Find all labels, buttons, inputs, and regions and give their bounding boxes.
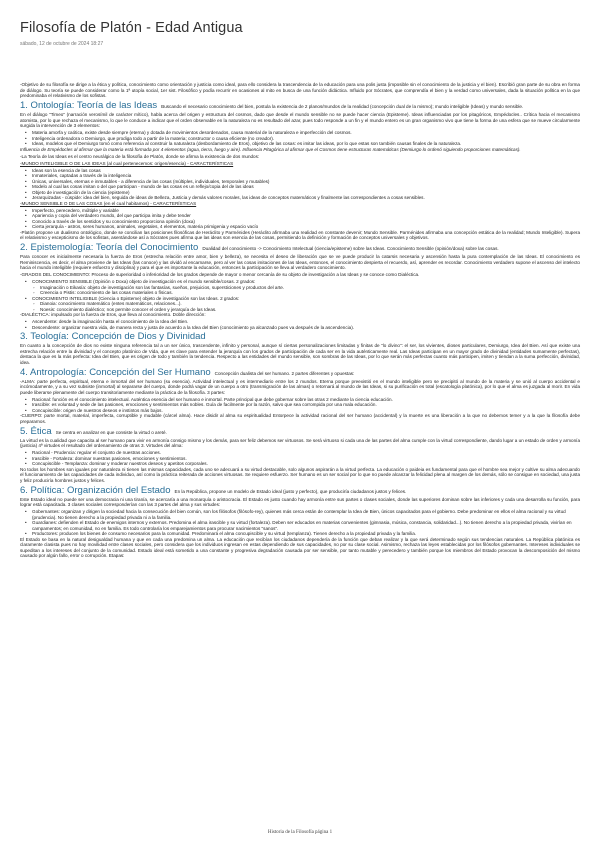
- grados-sublist: [20, 285, 580, 296]
- list-item: • Racional: función es el conocimiento intelectual. Auténtica esencia del ser humano e inmortal. Parte principal que debe gobernar sobre las otras 2 mediante la ciencia educación.: [20, 397, 580, 403]
- list-item: • Inteligencia ordenadora o Demiurgo, que prodiga todo a partir de la materia; constructor o causa eficiente (no creador).: [20, 136, 580, 142]
- dialectica-heading: -DIALÉCTICA: impulsado por la fuerza de Eros, que lleva al conocimiento. Doble dirección:: [20, 312, 206, 317]
- intro-paragraph: -Objetivo de su filosofía se dirige a la ética y política, conocimiento como orientación y justicia como ideal, para ello considera la trascendencia de la educación para una polis justa (imposible sin el conocimiento de la justicia y el bien). Escribió gran parte de su obra en forma de diálogo. Su teoría se puede considerar como la 1ª utopía social, 1er sist. Filosófico y podía recurrir en ocasiones al mito en busca de una función didáctica. Influido por Sócrates, que comprendía el bien y la verdad como universales, dada la situación política en la que predominaba el relativismo de los sofistas.: [20, 82, 580, 98]
- list-item: • Gobernantes: organizan y dirigen la sociedad hacia la consecución del bien común, son los filósofos (filósofo-rey), quienes más cerca están de contemplar la Idea de Bien, únicos capacitados para el gobierno. Debe predominar en ellos el alma racional y su virtud (prudencia). No tienen derecho a la propiedad privada ni a la familia.: [20, 509, 580, 520]
- section-6-lead: En la República, propone un modelo de Estado ideal (justo y perfecto), que produciría ciudadanos justos y felices.: [174, 488, 407, 494]
- page-header: [20, 20, 580, 47]
- section-2-title: 2. Epistemología: Teoría del Conocimiento: [20, 242, 199, 253]
- section-1-two-worlds-intro: -La Teoría de las Ideas es el centro neurálgico de la filosofía de Platón, donde se afirma la existencia de dos mundos:: [20, 153, 260, 159]
- list-item: • Apariencia y copia del verdadero mundo, del que participa imita y debe tender: [20, 213, 580, 219]
- page-title: Filosofía de Platón - Edad Antigua: [20, 20, 243, 36]
- list-item: • Únicas, universales, eternas e inmutables - a diferencia de las cosas (múltiples, individuales, temporales y mutables): [20, 179, 580, 185]
- list-item: • CONOCIMIENTO SENSIBLE (Opinión o Doxa) objeto de investigación es el mundo sensible/cosas. 2 grados:: [20, 279, 580, 285]
- list-item: • Objeto de investigación de la ciencia (episteme): [20, 190, 580, 196]
- list-item: • Ideas son la esencia de las cosas: [20, 168, 580, 174]
- section-3-heading: [20, 331, 580, 342]
- section-6-title: 6. Política: Organización del Estado: [20, 484, 171, 496]
- section-6-paragraph: Este Estado ideal no puede ser una democracia ni una tiranía, se acercaría a una monarquía o aristocracia. El Estado es justo cuando hay armonía entre sus partes o clases sociales, donde las superiores dominan sobre las inferiores y cada una desarrolla su función, para lograr está capacitada. 3 clases sociales corresponderían con las 3 partes del alma y sus virtudes:: [20, 496, 580, 507]
- section-1-influence-note: Influencia de Empédocles al afirmar que la materia está formada por 4 elementos (agua, tierra, fuego y aire). Influencia Pitagórica al afirmar que el Cosmos tiene estructuras matemáticas (Demiurgo lo ordenó siguiendo proporciones matemáticas).: [20, 146, 521, 152]
- alma-paragraph: -ALMA: parte perfecta, espiritual, eterna e inmortal del ser humano (su esencia). Actividad intelectual y es intermediario entre los 2 mundos. Eterna porque preexistió en el mundo inteligible pero se precipitó al mundo de la materia y se unió al cuerpo accidental e incómodamente, y a su vez subsiste (inmortal) al separarse del cuerpo, donde podrá vagar de un cuerpo a otro (transmigración de las almas) o retornará al mundo de las Ideas, si su purificación es total (escatología platónica), por lo que el alma es juzgada al morir. En vida puede liberarse plenamente del cuerpo transitoriamente mediante la práctica de la filosofía. 3 partes:: [20, 378, 580, 395]
- section-1-heading: [20, 100, 580, 111]
- list-item: • Ascendente: desde la imaginación hasta el conocimiento de la Idea del Bien.: [20, 319, 580, 325]
- list-item: • Conocido a través de los sentidos y su conocimiento proporciona opinión (doxa): [20, 219, 580, 225]
- section-2-lead: Dualidad del conocimiento -> Conocimiento Intelectual (ciencia/episteme) sobre las Ideas. Conocimiento Sensible (opinión/doxa) sobre las cosas.: [202, 246, 499, 251]
- section-1-elements-list: [20, 130, 580, 147]
- mundo-inteligible-heading: -MUNDO INTELIGIBLE O DE LAS IDEAS (al cual pertenecemos: origen/esencia) - CARACTERÍSTICAS: [20, 160, 234, 166]
- list-item: • Materia amorfa y caótica, existe desde siempre (eterna) y dotada de movimientos desordenados, causa material de la naturaleza e imperfección del cosmos.: [20, 130, 580, 136]
- section-6-heading: [20, 485, 580, 496]
- list-item: • Irascible - Fortaleza: dominar nuestras pasiones, emociones y sentimientos.: [20, 456, 580, 462]
- section-4-heading: [20, 367, 580, 378]
- section-1-lead: Buscando el necesario conocimiento del bien, postula la existencia de 2 planos/mundos de la realidad (concepción dual de la mismo); mundo inteligible (Ideas) y mundo sensible.: [161, 104, 524, 109]
- list-item: • Cierta jerarquía - astros, seres humanos, animales, vegetales, 4 elementos, materia primigenia y espacio vacío: [20, 224, 580, 230]
- list-item: ◦ Creencia o Pistis: conocimiento de las cosas materiales o físicas.: [20, 290, 580, 296]
- section-5-title: 5. Ética: [20, 425, 52, 437]
- list-item: ◦ Dianoia: conocimiento matemático (entes matemáticos, relaciones...).: [20, 301, 580, 307]
- dualismo-paragraph: -Platón propone un dualismo ontológico, donde se concilian las posiciones filosóficas de Heráclito y Parménides (Heráclito afirmaba una realidad en constante devenir; Mundo Sensible. Parménides afirmaba una concepción estática de la realidad; Mundo Inteligible). Supera el relativismo y escepticismo de los sofistas, asentándose así a Sócrates pues afirma que las ideas son esencia de las cosas, permitiendo la definición y formación de conceptos universales y objetivos.: [20, 229, 580, 240]
- list-item: • Descendente: organizar nuestra vida, de manera recta y justa de acuerdo a la Idea del Bien (conocimiento ya alcanzado pues va después de la ascendencia).: [20, 325, 580, 331]
- list-item: • Concupiscible: origen de nuestros deseos e instintos más bajos.: [20, 408, 580, 414]
- section-1-paragraph: En el diálogo "Timeo" (narración verosímil de carácter mítico), habla acerca del origen y estructura del cosmos, dado que desde el mundo sensible no se puede hacer ciencia (Episteme). Ideas influenciadas por los pitagóricos, Empédocles.. Crítica hacia el mecanismo atomista, por lo que rechaza el mecanismo, lo que le conduce a indicar que el orden observable en la naturaleza no es resultado del azar, pues todo responde a un fin y el mundo entero es un gran organismo vivo que tiene la forma de una esfera que se mueve circularmente surgida la intervención de 3 elementos:: [20, 112, 580, 128]
- grados-heading: -GRADOS DEL CONOCIMIENTO: Proceso de superioridad o inferioridad de los grados depende de mayor o menor cercanía de su objeto de investigación a las Ideas y se conoce como Dialéctica.: [20, 272, 420, 277]
- list-item: ◦ Imaginación o Eikasía: objeto de investigación son las fantasías, sueños, prejuicios, supersticiones y productos del arte.: [20, 285, 580, 291]
- section-6-paragraph-2: El Estado se basa en la natural desigualdad humana y que en cada una predomina un alma. La educación que recibían los ciudadanos dependería de la función que deban realizar y la que será determinado según sus tendencias naturales. La República platónica es claramente clasista pues no hay movilidad entre clases sociales, pero considera que los individuos ingresan en estas dependiendo de sus capacidades, no por su clase social. Asimismo, rechaza las leyes establecidas por los filósofos gobernantes. Intereses individuales se supeditan a los intereses del conjunto de la comunidad. Estado ideal está sometido a una constante y progresiva degradación causada por ser sensible, por tanto mutable y perecedero y también porque los miembros del Estado provocan la descomposición del mismo causado por algún fallo, error o corrupción. Etapas:: [20, 536, 580, 558]
- alma-parts-list: [20, 397, 580, 414]
- list-item: • Modelo al cual las cosas imitan o del que participan - mundo de las cosas es un reflejo/copia del de las ideas: [20, 184, 580, 190]
- section-4-lead: Concepción dualista del ser humano. 2 partes diferentes y opuestas:: [214, 370, 355, 376]
- section-2-paragraph: Para conocer es inicialmente necesaria la fuerza de Eros (estrecha relación entre amor, bien y belleza), se necesita el deseo de liberación que se ve puede producir la catarsis necesaria y ascensión hasta la pura contemplación de las Ideas. El conocimiento es Reminiscencia, es decir, el alma proviene de las Ideas (las conoce) y las olvidó al encarnarse, pero al ver las cosas imitaciones de las Ideas, entonces, el conocimiento despierta el recuerdo, así, aprender es recordar. Conocimiento verdadero supone el ascenso del intelecto hacia el mundo inteligible (requiere esfuerzo y disciplina) y para el que es importante la educación, entonces la participación se lleva al verdadero conocimiento.: [20, 254, 580, 270]
- page-date: sábado, 12 de octubre de 2024 18:27: [20, 41, 104, 47]
- list-item: ◦ Noesis: conocimiento dialéctico; nos permite conocer el orden y jerarquía de las Ideas.: [20, 307, 580, 313]
- list-item: • CONOCIMIENTO INTELIGIBLE (Ciencia o Episteme) objeto de investigación son las Ideas. 2 grados:: [20, 296, 580, 302]
- list-item: • Productores: producen los bienes de consumo necesarios para la comunidad. Predominará el alma concupiscible y su virtud (templanza). Tienen derecho a la propiedad privada y la familia.: [20, 531, 580, 537]
- list-item: • Racional - Prudencia: regular el conjunto de nuestras acciones.: [20, 450, 580, 456]
- section-5-heading: [20, 426, 580, 437]
- section-5-paragraph-2: No todos los hombres son iguales por naturaleza ni tienen las mismas capacidades, cada uno se adecuará a su virtud destacable, solo algunos aspirarán a la virtud perfecta. La educación o paideia es fundamental para que el hombre sea mejor y cultive su alma adecuando el funcionamiento de las capacidades de cada individuo, así como la práctica reiterada de acciones virtuosas. Se requiere esfuerzo. Ser humano es un ser social por lo que no puede alcanzar la felicidad plena al margen de los demás, sólo se consigue en sociedad, una justa y feliz produciría hombres justos y felices.: [20, 466, 580, 483]
- section-2-heading: [20, 242, 580, 253]
- cuerpo-paragraph: -CUERPO: parte mortal, material, imperfecta, corruptible y mudable (cárcel alma). Hace disidir al alma su espiritualidad Entorpece la actividad racional del ser humano (accidental) y la muerte es una liberación a la que no debemos temer y a la que la filosofía debe prepararnos.: [20, 413, 580, 424]
- section-5-paragraph: La virtud es la cualidad que capacita al ser humano para vivir en armonía consigo mismo y los demás, para ser feliz debemos ser virtuosos. Se será virtuoso si cada una de las partes del alma cumple con la virtud correspondiente, dando lugar a un estado de orden y armonía (justicia) 4ª virtudes el resultado del ordenamiento de otras 3. Virtudes del alma:: [20, 437, 580, 448]
- section-4-title: 4. Antropología: Concepción del Ser Humano: [20, 366, 211, 378]
- dialectica-list: [20, 319, 580, 330]
- clases-sociales-list: [20, 509, 580, 537]
- list-item: • Guardianes: defienden el Estado de enemigos internos y externos. Predomina el alma irascible y su virtud (fortaleza). Deben ser educados en materias convenientes (gimnasia, música, constancia, solidaridad...). No tienen derecho a la propiedad privada, vivirían en campamentos; en comunidad, no en familia. Es todo controlaría los emparejamientos para procurar nacimientos "sanos".: [20, 520, 580, 531]
- list-item: • Ideas, modelos que el Demiurgo tomó como referencia al construir la naturaleza (desbordamiento de Eros), objetivo de las cosas: es imitar las ideas, por lo que estas son también causas finales de la naturaleza.: [20, 141, 580, 147]
- list-item: • Inmateriales, captadas a través de la inteligencia: [20, 173, 580, 179]
- mundo-inteligible-list: [20, 168, 580, 201]
- section-5-lead: Se centra en analizar en que consiste la virtud o areté.: [55, 429, 167, 435]
- list-item: • Imperfecto, perecedero, múltiple y variable: [20, 208, 580, 214]
- section-3-paragraph: En cuanto a la concepción de dios no existe ninguna referencia tal a un ser único, trascendente, infinito y personal, aunque sí ciertas personalizaciones limitadas y finitas de "lo divino": el ser, los vivientes, dioses particulares, Demiurgo, Idea del Bien. Así que existe una estrecha relación entre la divinidad y el concepto platónico de Vida, que es clave para entender la jerarquía con los grados de participación de cada ser en la vida auténticamente real. Las Ideas participan en un mayor grado de divinidad (entidades sumamente perfectas), destaca la que es la más perfecta: Idea del Bien, que es origen de todo y también la tendencia. Respecto a las entidades del mundo sensible, son sombras de las Ideas, por lo que serán más perfectas cuanto más participen, imiten y tiendan a la suma perfección, divinidad, idea.: [20, 343, 580, 365]
- section-1-title: 1. Ontología: Teoría de las Ideas: [20, 100, 158, 111]
- list-item: • Concupiscible - Templanza: dominar y moderar nuestros deseos y apetitos corporales.: [20, 461, 580, 467]
- list-item: • Jerarquizadas - cúspide: idea del bien, seguida de ideas de Belleza, Justicia y demás valores morales, las ideas de conceptos matemáticos y finalmente las correspondientes a cosas sensibles.: [20, 195, 580, 201]
- page-footer: Historia de la Filosofía página 1: [267, 830, 333, 835]
- document-body: [20, 82, 580, 560]
- grados-sublist: [20, 301, 580, 312]
- list-item: • Irascible: es voluntad y sede de las pasiones, emociones y sentimientos más nobles. Guía de facilmente por la razón, salvo que sea corrompida por una mala educación.: [20, 402, 580, 408]
- section-3-title: 3. Teología: Concepción de Dios y Divinidad: [20, 331, 206, 342]
- mundo-sensible-list: [20, 208, 580, 230]
- mundo-sensible-heading: -MUNDO SENSIBLE O DE LAS COSAS (en el cual habitamos) - CARACTERÍSTICAS: [20, 200, 197, 206]
- virtudes-list: [20, 450, 580, 467]
